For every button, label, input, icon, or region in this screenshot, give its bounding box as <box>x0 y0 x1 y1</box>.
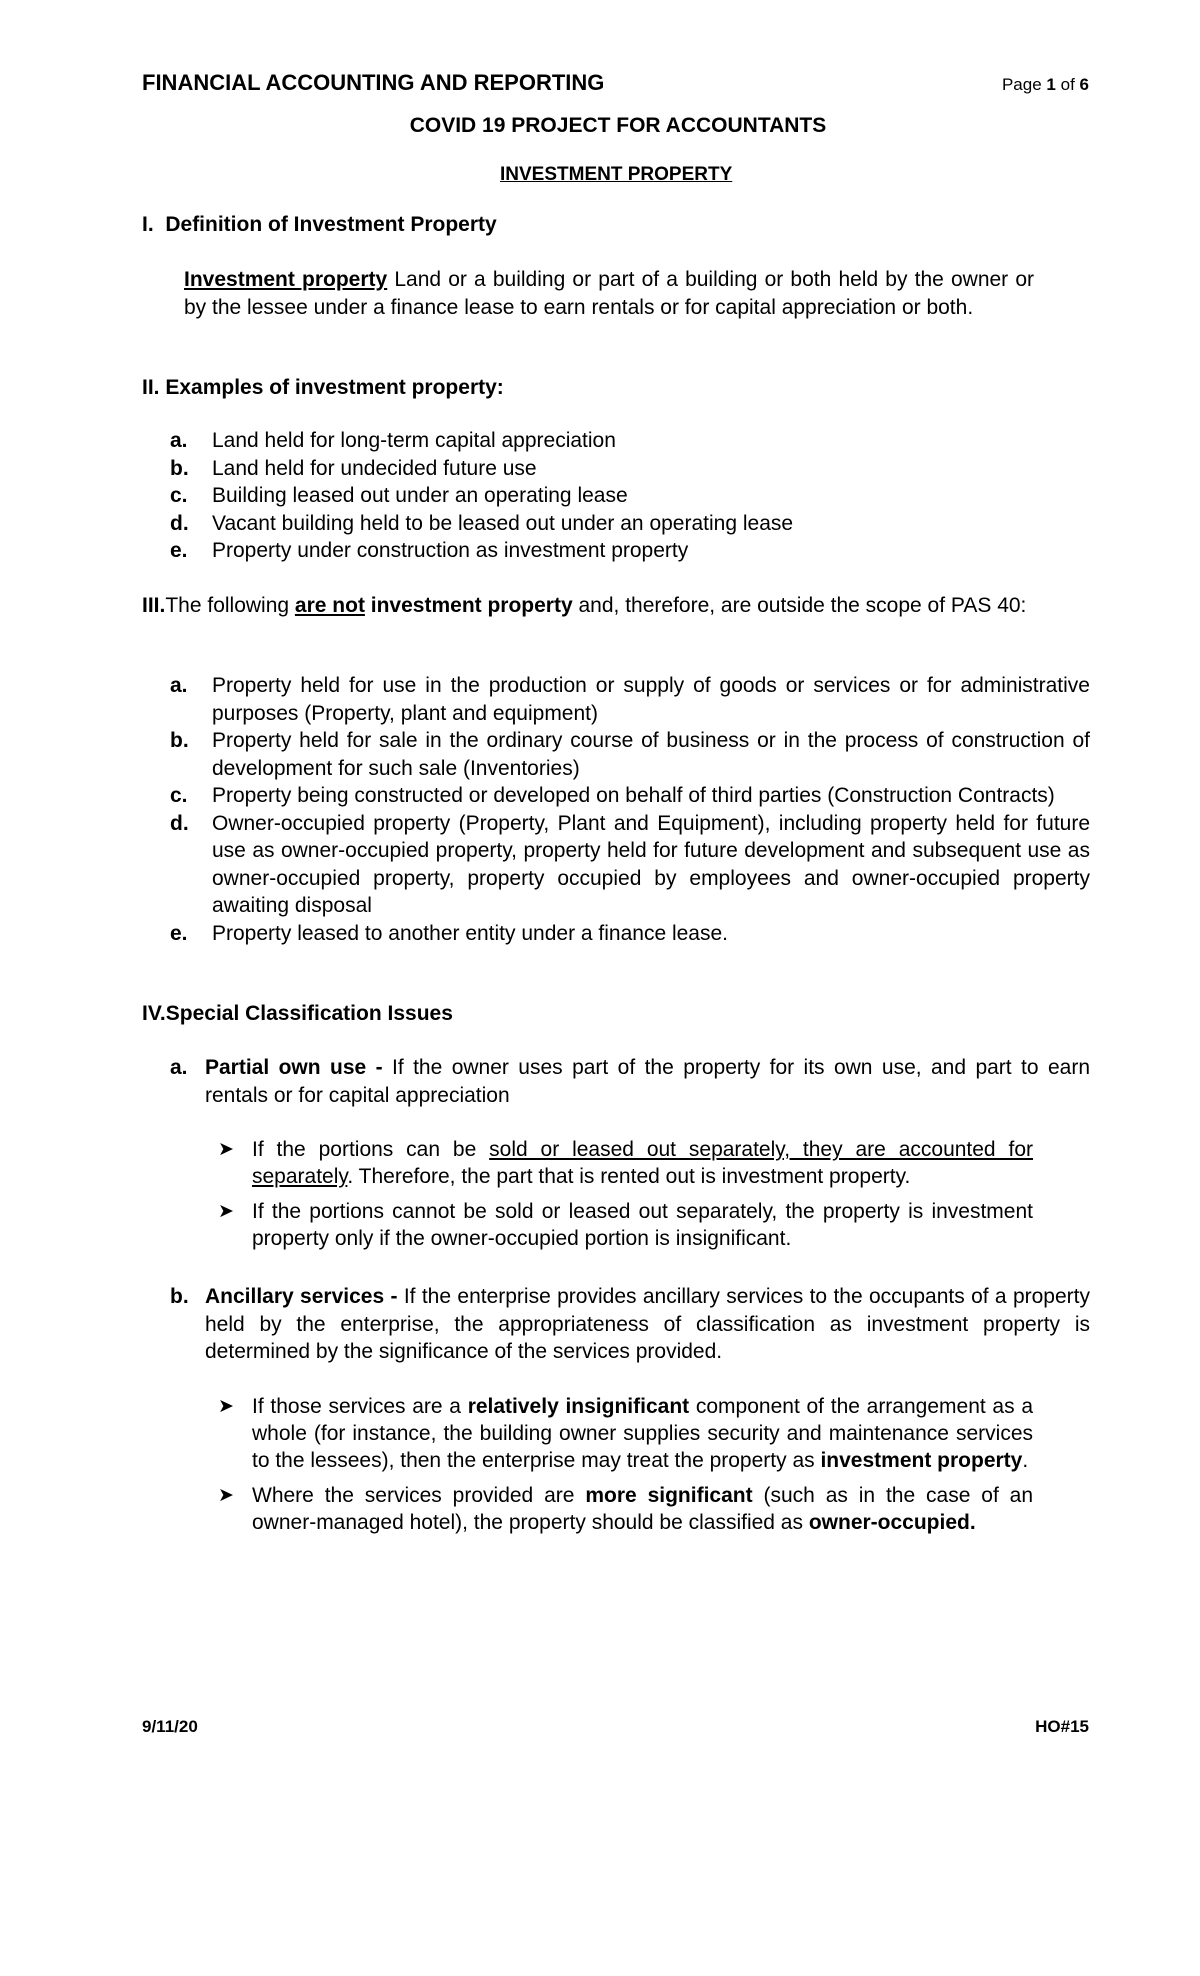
examples-list <box>170 427 1030 565</box>
list-item: c. Building leased out under an operating lease <box>170 484 628 507</box>
header-title: FINANCIAL ACCOUNTING AND REPORTING <box>142 70 605 95</box>
list-item: d. Owner-occupied property (Property, Plant and Equipment), including property held for future use as owner-occupied property, property held for future development and subsequent use as owner-occupied property, property occupied by employees and owner-occupied property awaiting disposal <box>170 811 1090 917</box>
subtitle: COVID 19 PROJECT FOR ACCOUNTANTS <box>409 114 827 137</box>
list-item: d. Vacant building held to be leased out under an operating lease <box>170 511 794 535</box>
classification-item-b: b. Ancillary services - If the enterprise provides ancillary services to the occupants of a property held by the enterprise, the appropriateness of classification as investment property is determined by the significance of the services provided. <box>170 1285 1090 1363</box>
list-item: a. Land held for long-term capital appreciation <box>170 429 616 452</box>
list-item: ➤ If the portions can be sold or leased out separately, they are accounted for separately. Therefore, the part that is rented out is investment property. <box>218 1138 1033 1188</box>
partial-use-bullets <box>218 1136 1033 1260</box>
list-item: e. Property leased to another entity under a finance lease. <box>170 921 728 945</box>
list-item: ➤ If those services are a relatively insignificant component of the arrangement as a whole (for instance, the building owner supplies security and maintenance services to the lessees), then the enterprise may treat the property as investment property. <box>218 1395 1034 1472</box>
arrow-bullet-icon: ➤ <box>218 1485 234 1506</box>
section-1-heading: I. Definition of Investment Property <box>142 213 497 236</box>
list-item: ➤ If the portions cannot be sold or leased out separately, the property is investment property only if the owner-occupied portion is insignificant. <box>218 1200 1033 1250</box>
list-item: a. Property held for use in the production or supply of goods or services or for administrative purposes (Property, plant and equipment) <box>170 674 1090 725</box>
list-item: b. Land held for undecided future use <box>170 456 537 480</box>
footer-code: HO#15 <box>1035 1717 1089 1736</box>
definition-term: Investment property <box>184 268 388 291</box>
classification-item-a: a. Partial own use - If the owner uses part of the property for its own use, and part to earn rentals or for capital appreciation <box>170 1056 1090 1107</box>
arrow-bullet-icon: ➤ <box>218 1201 234 1222</box>
section-2-heading: II. Examples of investment property: <box>142 376 504 399</box>
ancillary-services-bullets <box>218 1393 1033 1544</box>
page-indicator: Page 1 of 6 <box>1001 75 1089 94</box>
footer-date: 9/11/20 <box>142 1717 198 1736</box>
list-item: e. Property under construction as investment property <box>170 539 689 562</box>
list-item: b. Property held for sale in the ordinary course of business or in the process of construction of development for such sale (Inventories) <box>170 729 1090 780</box>
exclusions-list <box>170 672 1090 947</box>
list-item: c. Property being constructed or developed on behalf of third parties (Construction Contracts) <box>170 784 1055 807</box>
arrow-bullet-icon: ➤ <box>218 1139 234 1160</box>
list-item: ➤ Where the services provided are more significant (such as in the case of an owner-managed hotel), the property should be classified as owner-occupied. <box>218 1484 1034 1534</box>
definition-text: Land or a building or part of a building or both held by the owner or by the lessee under a finance lease to earn rentals or for capital appreciation or both. <box>184 268 1034 319</box>
arrow-bullet-icon: ➤ <box>218 1396 234 1417</box>
section-3-intro: III.The following are not investment property and, therefore, are outside the scope of PAS 40: <box>142 594 1027 617</box>
definition-paragraph <box>184 266 1034 321</box>
section-4-heading: IV.Special Classification Issues <box>142 1002 453 1025</box>
document-title: INVESTMENT PROPERTY <box>500 164 733 185</box>
